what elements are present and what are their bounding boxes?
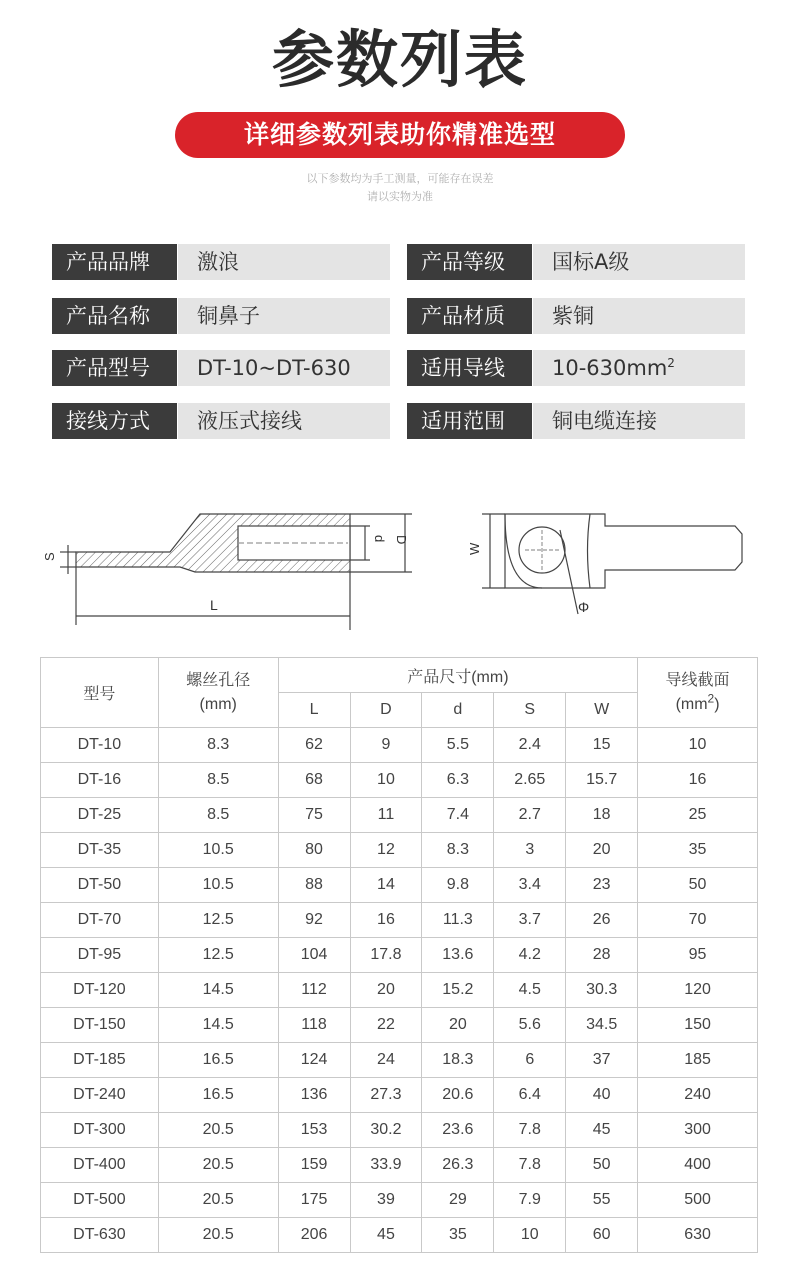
table-header-row bbox=[41, 658, 758, 693]
cell-l: 75 bbox=[278, 798, 350, 833]
spec-key: 产品等级 bbox=[407, 244, 532, 280]
header-hole-unit: (mm) bbox=[199, 695, 237, 713]
cell-d-small: 9.8 bbox=[422, 868, 494, 903]
cell-l: 175 bbox=[278, 1183, 350, 1218]
cell-hole: 16.5 bbox=[158, 1078, 278, 1113]
disclaimer-line-1: 以下参数均为手工测量，可能存在误差 bbox=[306, 172, 494, 185]
spec-value: 国标A级 bbox=[533, 244, 745, 280]
cell-d-small: 5.5 bbox=[422, 728, 494, 763]
cell-d-big: 11 bbox=[350, 798, 422, 833]
cell-w: 26 bbox=[566, 903, 638, 938]
cell-d-big: 30.2 bbox=[350, 1113, 422, 1148]
cell-l: 80 bbox=[278, 833, 350, 868]
cell-hole: 10.5 bbox=[158, 868, 278, 903]
cell-section: 95 bbox=[638, 938, 758, 973]
cell-l: 88 bbox=[278, 868, 350, 903]
cell-model: DT-70 bbox=[41, 903, 159, 938]
cell-section: 150 bbox=[638, 1008, 758, 1043]
cell-l: 68 bbox=[278, 763, 350, 798]
cell-s: 4.5 bbox=[494, 973, 566, 1008]
superscript: 2 bbox=[707, 691, 715, 706]
dim-label-d-small: d bbox=[372, 535, 387, 543]
cell-w: 15.7 bbox=[566, 763, 638, 798]
spec-key: 接线方式 bbox=[52, 403, 177, 439]
superscript: 2 bbox=[667, 356, 675, 370]
cell-d-small: 11.3 bbox=[422, 903, 494, 938]
cell-hole: 20.5 bbox=[158, 1183, 278, 1218]
cell-section: 500 bbox=[638, 1183, 758, 1218]
cell-model: DT-240 bbox=[41, 1078, 159, 1113]
cell-model: DT-35 bbox=[41, 833, 159, 868]
cell-s: 5.6 bbox=[494, 1008, 566, 1043]
cell-d-small: 20.6 bbox=[422, 1078, 494, 1113]
disclaimer-line-2: 请以实物为准 bbox=[367, 190, 433, 203]
side-view bbox=[60, 514, 412, 630]
cell-s: 7.9 bbox=[494, 1183, 566, 1218]
cell-w: 28 bbox=[566, 938, 638, 973]
table-row bbox=[41, 868, 758, 903]
cell-l: 136 bbox=[278, 1078, 350, 1113]
cell-d-big: 27.3 bbox=[350, 1078, 422, 1113]
cell-hole: 8.5 bbox=[158, 763, 278, 798]
header-section-label: 导线截面 bbox=[665, 671, 730, 689]
spec-row-model bbox=[52, 350, 747, 386]
header-section-unit: (mm bbox=[675, 695, 708, 713]
spec-value: 铜鼻子 bbox=[178, 298, 390, 334]
cell-model: DT-16 bbox=[41, 763, 159, 798]
cell-section: 16 bbox=[638, 763, 758, 798]
cell-model: DT-300 bbox=[41, 1113, 159, 1148]
cell-section: 35 bbox=[638, 833, 758, 868]
cell-l: 118 bbox=[278, 1008, 350, 1043]
cell-d-small: 6.3 bbox=[422, 763, 494, 798]
cell-w: 37 bbox=[566, 1043, 638, 1078]
cell-d-small: 29 bbox=[422, 1183, 494, 1218]
cell-w: 34.5 bbox=[566, 1008, 638, 1043]
spec-key: 产品品牌 bbox=[52, 244, 177, 280]
spec-value: 激浪 bbox=[178, 244, 390, 280]
table-body bbox=[41, 728, 758, 1253]
spec-row-connection bbox=[52, 403, 747, 439]
cell-w: 50 bbox=[566, 1148, 638, 1183]
cell-d-small: 35 bbox=[422, 1218, 494, 1253]
cell-l: 153 bbox=[278, 1113, 350, 1148]
cell-w: 15 bbox=[566, 728, 638, 763]
table-row bbox=[41, 903, 758, 938]
table-row bbox=[41, 1218, 758, 1253]
cell-d-small: 13.6 bbox=[422, 938, 494, 973]
specification-table bbox=[40, 657, 758, 1253]
cell-l: 62 bbox=[278, 728, 350, 763]
cell-d-big: 10 bbox=[350, 763, 422, 798]
cell-section: 400 bbox=[638, 1148, 758, 1183]
table-row bbox=[41, 833, 758, 868]
top-view bbox=[482, 514, 742, 614]
cell-hole: 20.5 bbox=[158, 1218, 278, 1253]
dim-label-s: S bbox=[42, 552, 57, 561]
subheader-s: S bbox=[494, 693, 566, 728]
cell-model: DT-95 bbox=[41, 938, 159, 973]
cell-section: 70 bbox=[638, 903, 758, 938]
spec-value: 紫铜 bbox=[533, 298, 745, 334]
cell-hole: 12.5 bbox=[158, 938, 278, 973]
cell-d-small: 18.3 bbox=[422, 1043, 494, 1078]
cell-hole: 8.3 bbox=[158, 728, 278, 763]
cell-w: 40 bbox=[566, 1078, 638, 1113]
spec-key: 产品名称 bbox=[52, 298, 177, 334]
table-row bbox=[41, 973, 758, 1008]
cell-w: 55 bbox=[566, 1183, 638, 1218]
cell-hole: 14.5 bbox=[158, 973, 278, 1008]
cell-model: DT-400 bbox=[41, 1148, 159, 1183]
cell-section: 25 bbox=[638, 798, 758, 833]
spec-key: 适用范围 bbox=[407, 403, 532, 439]
table-row bbox=[41, 1183, 758, 1218]
header-hole-diameter bbox=[158, 658, 278, 728]
cell-d-small: 20 bbox=[422, 1008, 494, 1043]
table-row bbox=[41, 1078, 758, 1113]
table-row bbox=[41, 1113, 758, 1148]
spec-value: 铜电缆连接 bbox=[533, 403, 745, 439]
cell-model: DT-120 bbox=[41, 973, 159, 1008]
header-wire-section bbox=[638, 658, 758, 728]
cell-d-big: 22 bbox=[350, 1008, 422, 1043]
spec-key: 产品型号 bbox=[52, 350, 177, 386]
cell-section: 120 bbox=[638, 973, 758, 1008]
cell-s: 3.4 bbox=[494, 868, 566, 903]
cell-w: 23 bbox=[566, 868, 638, 903]
lug-technical-drawing bbox=[30, 490, 770, 635]
header-product-size: 产品尺寸(mm) bbox=[278, 658, 638, 693]
header-hole-label: 螺丝孔径 bbox=[186, 671, 251, 689]
cell-model: DT-630 bbox=[41, 1218, 159, 1253]
subheader-w: W bbox=[566, 693, 638, 728]
cell-d-small: 15.2 bbox=[422, 973, 494, 1008]
cell-section: 185 bbox=[638, 1043, 758, 1078]
cell-w: 30.3 bbox=[566, 973, 638, 1008]
cell-d-big: 16 bbox=[350, 903, 422, 938]
cell-model: DT-150 bbox=[41, 1008, 159, 1043]
table-row bbox=[41, 728, 758, 763]
spec-value-text: 10-630mm bbox=[552, 356, 668, 380]
cell-d-small: 26.3 bbox=[422, 1148, 494, 1183]
cell-hole: 8.5 bbox=[158, 798, 278, 833]
cell-d-big: 14 bbox=[350, 868, 422, 903]
spec-value bbox=[533, 350, 745, 386]
subheader-d-big: D bbox=[350, 693, 422, 728]
cell-model: DT-185 bbox=[41, 1043, 159, 1078]
cell-s: 6.4 bbox=[494, 1078, 566, 1113]
cell-s: 10 bbox=[494, 1218, 566, 1253]
spec-value: DT-10~DT-630 bbox=[178, 350, 390, 386]
cell-d-big: 17.8 bbox=[350, 938, 422, 973]
cell-s: 2.4 bbox=[494, 728, 566, 763]
cell-section: 10 bbox=[638, 728, 758, 763]
cell-w: 60 bbox=[566, 1218, 638, 1253]
spec-key: 产品材质 bbox=[407, 298, 532, 334]
cell-hole: 16.5 bbox=[158, 1043, 278, 1078]
cell-l: 206 bbox=[278, 1218, 350, 1253]
cell-d-small: 8.3 bbox=[422, 833, 494, 868]
spec-value: 液压式接线 bbox=[178, 403, 390, 439]
cell-model: DT-500 bbox=[41, 1183, 159, 1218]
cell-d-big: 24 bbox=[350, 1043, 422, 1078]
subheader-d-small: d bbox=[422, 693, 494, 728]
cell-l: 92 bbox=[278, 903, 350, 938]
cell-s: 3.7 bbox=[494, 903, 566, 938]
cell-section: 50 bbox=[638, 868, 758, 903]
cell-hole: 14.5 bbox=[158, 1008, 278, 1043]
cell-s: 2.65 bbox=[494, 763, 566, 798]
cell-model: DT-50 bbox=[41, 868, 159, 903]
cell-model: DT-25 bbox=[41, 798, 159, 833]
cell-s: 7.8 bbox=[494, 1148, 566, 1183]
cell-d-small: 7.4 bbox=[422, 798, 494, 833]
page-title: 参数列表 bbox=[271, 23, 528, 96]
cell-l: 104 bbox=[278, 938, 350, 973]
table-row bbox=[41, 1043, 758, 1078]
cell-d-big: 9 bbox=[350, 728, 422, 763]
cell-d-big: 12 bbox=[350, 833, 422, 868]
cell-s: 2.7 bbox=[494, 798, 566, 833]
cell-l: 112 bbox=[278, 973, 350, 1008]
cell-s: 4.2 bbox=[494, 938, 566, 973]
header-section-close: ) bbox=[714, 695, 720, 713]
header-model: 型号 bbox=[41, 658, 159, 728]
cell-l: 124 bbox=[278, 1043, 350, 1078]
dim-label-w: W bbox=[467, 542, 482, 555]
cell-d-small: 23.6 bbox=[422, 1113, 494, 1148]
cell-hole: 10.5 bbox=[158, 833, 278, 868]
subtitle-banner: 详细参数列表助你精准选型 bbox=[175, 112, 625, 158]
cell-w: 20 bbox=[566, 833, 638, 868]
cell-section: 630 bbox=[638, 1218, 758, 1253]
table-row bbox=[41, 763, 758, 798]
cell-l: 159 bbox=[278, 1148, 350, 1183]
spec-row-brand bbox=[52, 244, 747, 280]
table-row bbox=[41, 798, 758, 833]
dim-label-l: L bbox=[210, 597, 218, 613]
cell-w: 18 bbox=[566, 798, 638, 833]
cell-d-big: 45 bbox=[350, 1218, 422, 1253]
cell-d-big: 20 bbox=[350, 973, 422, 1008]
dim-label-d-big: D bbox=[394, 535, 409, 545]
table-row bbox=[41, 1148, 758, 1183]
cell-s: 7.8 bbox=[494, 1113, 566, 1148]
cell-s: 3 bbox=[494, 833, 566, 868]
spec-key: 适用导线 bbox=[407, 350, 532, 386]
cell-hole: 20.5 bbox=[158, 1148, 278, 1183]
subheader-l: L bbox=[278, 693, 350, 728]
cell-hole: 20.5 bbox=[158, 1113, 278, 1148]
cell-d-big: 33.9 bbox=[350, 1148, 422, 1183]
table-row bbox=[41, 938, 758, 973]
table-row bbox=[41, 1008, 758, 1043]
cell-section: 240 bbox=[638, 1078, 758, 1113]
cell-model: DT-10 bbox=[41, 728, 159, 763]
cell-section: 300 bbox=[638, 1113, 758, 1148]
dim-label-phi: Φ bbox=[578, 599, 590, 615]
cell-hole: 12.5 bbox=[158, 903, 278, 938]
cell-w: 45 bbox=[566, 1113, 638, 1148]
cell-s: 6 bbox=[494, 1043, 566, 1078]
spec-row-name bbox=[52, 298, 747, 334]
cell-d-big: 39 bbox=[350, 1183, 422, 1218]
